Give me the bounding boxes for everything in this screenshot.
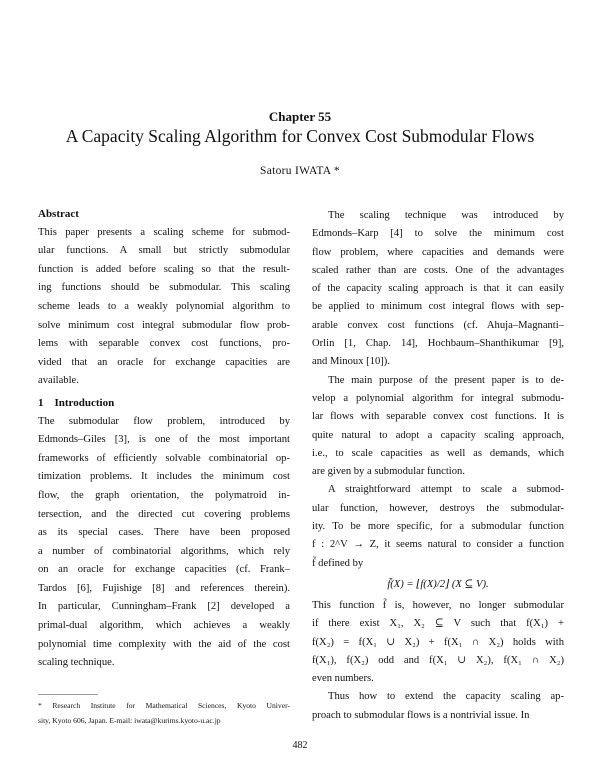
text-line: flow, the graph orientation, the polymatroid in- (38, 489, 290, 501)
text-line: on an oracle for exchange capacities (cf. Frank– (38, 564, 290, 576)
text-line: scheme leads to a weakly polynomial algorithm to (38, 300, 290, 312)
text-line: ity. To be more specific, for a submodular function (312, 521, 564, 533)
text-line: of the capacity scaling approach is that it can easily (312, 283, 564, 295)
text-line: velop a polynomial algorithm for integral submodu- (312, 392, 564, 404)
text-line: ing functions should be submodular. This scaling (38, 282, 290, 294)
text-line: f(X₂) = f(X₁ ∪ X₂) + f(X₁ ∩ X₂) holds with (312, 636, 564, 648)
text-line: f̃ defined by (312, 557, 364, 569)
text-line: flow problem, where capacities and demands were (312, 246, 564, 258)
text-line: lar flows with separable convex cost functions. It is (312, 411, 564, 423)
text-line: and Minoux [10]). (312, 356, 390, 368)
text-line: function is added before scaling so that the result- (38, 263, 290, 275)
paper-title: A Capacity Scaling Algorithm for Convex Cost Submodular Flows (65, 126, 535, 146)
text-line: scaling technique. (38, 657, 115, 669)
text-line: scaled rather than are costs. One of the advantages (312, 264, 564, 276)
paragraph (312, 597, 564, 688)
paragraph (312, 688, 564, 725)
text-line: are given by a submodular function. (312, 466, 465, 478)
text-line: The scaling technique was introduced by (328, 210, 564, 221)
text-line: sity, Kyoto 606, Japan. E-mail: iwata@kurims.kyoto-u.ac.jp (38, 716, 221, 725)
text-line: polynomial time complexity with the aid of the cost (38, 638, 290, 650)
footnote (38, 698, 290, 728)
introduction-body (38, 413, 290, 673)
paragraph (312, 372, 564, 482)
text-line: i.e., to scale capacities as well as demands, which (312, 447, 564, 459)
text-line: This function f̃ is, however, no longer submodular (312, 599, 564, 611)
paragraph (312, 481, 564, 572)
text-line: proach to submodular flows is a nontrivial issue. In (312, 709, 530, 721)
text-line: In particular, Cunningham–Frank [2] developed a (38, 601, 290, 613)
abstract-heading: Abstract (38, 208, 79, 220)
equation: f̃(X) = ⌊f(X)/2⌋ (X ⊆ V). (387, 578, 489, 590)
text-line: available. (38, 375, 79, 387)
text-line: f : 2^V → Z, it seems natural to consider a function (312, 539, 564, 551)
text-line: solve minimum cost integral submodular flow prob- (38, 319, 290, 331)
text-line: ular function, however, destroys the submodular- (312, 502, 564, 514)
text-line: f(X₁), f(X₂) odd and f(X₁ ∪ X₂), f(X₁ ∩ X₂) (312, 654, 564, 666)
text-line: arable convex cost functions (cf. Ahuja–Magnanti– (312, 319, 564, 331)
text-line: Edmonds–Giles [3], is one of the most important (38, 434, 290, 446)
text-line: Edmonds–Karp [4] to solve the minimum cost (312, 228, 564, 240)
text-line: primal-dual algorithm, which achieves a weakly (38, 620, 290, 632)
text-line: tersection, and the directed cut covering problems (38, 508, 290, 520)
text-line: * Research Institute for Mathematical Sciences, Kyoto Univer- (38, 701, 290, 710)
text-line: a number of combinatorial algorithms, which rely (38, 545, 290, 557)
text-line: quite natural to adopt a capacity scaling approach, (312, 429, 564, 441)
text-line: Tardos [6], Fujishige [8] and references therein). (38, 582, 290, 594)
text-line: timization problems. It includes the minimum cost (38, 471, 290, 483)
author: Satoru IWATA * (260, 165, 340, 177)
text-line: as its special cases. There have been proposed (38, 527, 290, 539)
left-column (38, 205, 290, 673)
right-column (312, 207, 564, 725)
text-line: lems with separable convex cost functions, pro- (38, 338, 290, 350)
abstract-body (38, 224, 290, 391)
text-line: if there exist X₁, X₂ ⊆ V such that f(X₁) + (312, 618, 564, 630)
text-line: The main purpose of the present paper is to de- (328, 374, 564, 386)
paragraph (312, 207, 564, 372)
page-number: 482 (292, 740, 308, 751)
text-line: The submodular flow problem, introduced by (38, 415, 290, 427)
text-line: ular functions. A small but strictly submodular (38, 245, 290, 257)
text-line: vided that an oracle for exchange capacities are (38, 356, 290, 368)
text-line: be applied to minimum cost integral flows with sep- (312, 301, 564, 313)
text-line: Orlin [1, Chap. 14], Hochbaum–Shanthikumar [9], (312, 338, 564, 350)
chapter-label: Chapter 55 (268, 109, 332, 124)
text-line: even numbers. (312, 673, 374, 685)
text-line: Thus how to extend the capacity scaling ap- (328, 691, 564, 703)
introduction-heading: 1 Introduction (38, 396, 115, 409)
text-line: A straightforward attempt to scale a submod- (328, 484, 564, 496)
text-line: frameworks of efficiently solvable combinatorial op- (38, 452, 290, 464)
text-line: This paper presents a scaling scheme for submod- (38, 226, 290, 238)
footnote-rule (38, 694, 98, 695)
